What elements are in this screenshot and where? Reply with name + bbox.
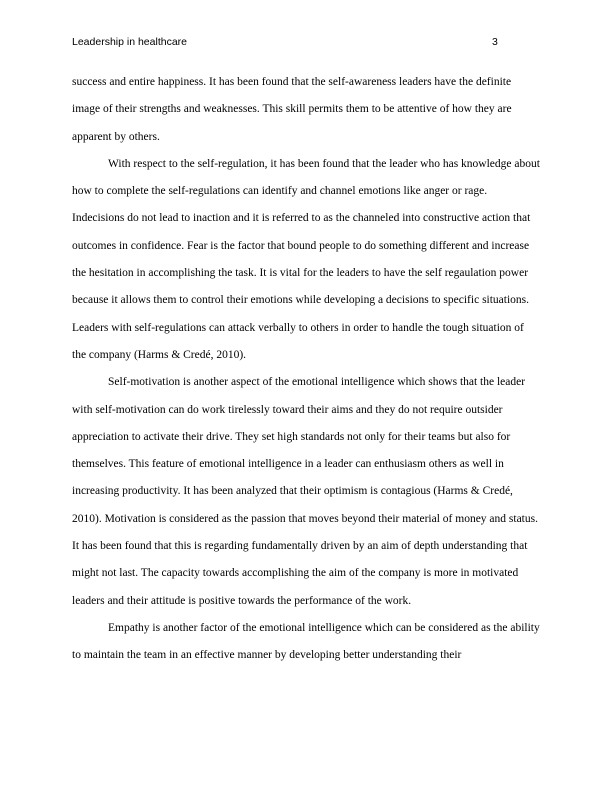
paragraph-continuation: success and entire happiness. It has been found that the self-awareness leaders have the definite image of their strengths and weaknesses. This skill permits them to be attentive of how they are apparent by others. — [72, 76, 512, 143]
page-number: 3 — [492, 36, 498, 48]
paragraph-empathy: Empathy is another factor of the emotional intelligence which can be considered as the ability to maintain the team in an effective manner by developing better understanding their — [72, 621, 540, 662]
paragraph-self-regulation: With respect to the self-regulation, it has been found that the leader who has knowledge about how to complete the self-regulations can identify and channel emotions like anger or rage. Indecisions do not lead to inaction and it is referred to as the channeled into constructive action that outcomes in confidence. Fear is the factor that bound people to do something different and increase the hesitation in accomplishing the task. It is vital for the leaders to have the self regaulation power because it allows them to control their emotions while developing a decisions to specific situations. Leaders with self-regulations can attack verbally to others in order to handle the tough situation of the company (Harms & Credé, 2010). — [72, 157, 540, 361]
paragraph-self-motivation: Self-motivation is another aspect of the emotional intelligence which shows that the leader with self-motivation can do work tirelessly toward their aims and they do not require outsider appreciation to activate their drive. They set high standards not only for their teams but also for themselves. This feature of emotional intelligence in a leader can enthusiasm others as well in increasing productivity. It has been analyzed that their optimism is contagious (Harms & Credé, 2010). Motivation is considered as the passion that moves beyond their material of money and status. It has been found that this is regarding fundamentally driven by an aim of depth understanding that might not last. The capacity towards accomplishing the aim of the company is more in motivated leaders and their attitude is positive towards the performance of the work. — [72, 376, 538, 607]
body-text — [72, 69, 540, 670]
running-header-title: Leadership in healthcare — [72, 36, 187, 48]
